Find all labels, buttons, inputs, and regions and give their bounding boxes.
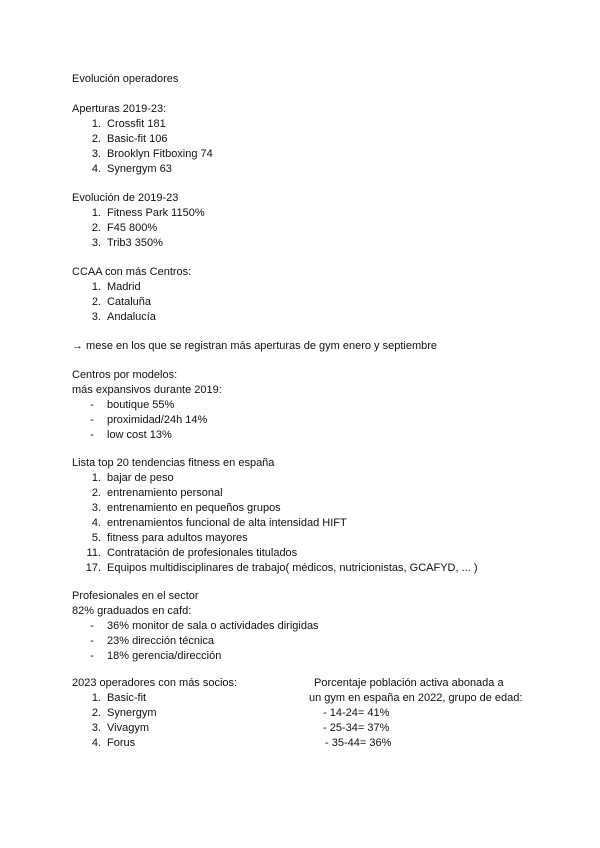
profesionales-heading: Profesionales en el sector [72,590,199,602]
list-item: - 14-24= 41% [323,707,390,719]
list-item: 1. Basic-fit [91,692,147,704]
list-item: - boutique 55% [90,399,175,411]
evolucion-heading: Evolución de 2019-23 [72,192,179,204]
list-item: - 18% gerencia/dirección [90,650,222,662]
list-item: 3. Andalucía [91,311,156,323]
list-item: - 23% dirección técnica [90,635,215,647]
ccaa-heading: CCAA con más Centros: [72,266,192,278]
list-item: 4. Forus [91,737,136,749]
poblacion-heading-1: Porcentaje población activa abonada a [314,677,504,689]
list-item: 2. Cataluña [91,296,152,308]
modelos-subheading: más expansivos durante 2019: [72,384,222,396]
list-item: 3. entrenamiento en pequeños grupos [91,502,281,514]
list-item: 1. Crossfit 181 [91,118,166,130]
aperturas-heading: Aperturas 2019-23: [72,103,167,115]
list-item: 4. Synergym 63 [91,163,172,175]
list-item: - 25-34= 37% [323,722,390,734]
operadores-heading: 2023 operadores con más socios: [72,677,238,689]
list-item: - low cost 13% [90,429,172,441]
list-item: 2. entrenamiento personal [91,487,223,499]
list-item: - 35-44= 36% [325,737,392,749]
list-item: 2. Synergym [91,707,157,719]
list-item: 1. Madrid [91,281,141,293]
list-item: 4. entrenamientos funcional de alta intensidad HIFT [91,517,347,529]
list-item: 5. fitness para adultos mayores [91,532,248,544]
list-item: 11. Contratación de profesionales titulados [86,547,298,559]
list-item: 2. Basic-fit 106 [91,133,168,145]
poblacion-heading-2: un gym en españa en 2022, grupo de edad: [309,692,523,704]
list-item: - proximidad/24h 14% [90,414,208,426]
list-item: 3. Vivagym [91,722,149,734]
list-item: 3. Trib3 350% [91,237,163,249]
list-item: - 36% monitor de sala o actividades dirigidas [90,620,319,632]
profesionales-subheading: 82% graduados en cafd: [72,605,192,617]
mese-note: → mese en los que se registran más aperturas de gym enero y septiembre [72,340,438,352]
list-item: 3. Brooklyn Fitboxing 74 [91,148,213,160]
list-item: 1. bajar de peso [91,472,174,484]
list-item: 1. Fitness Park 1150% [91,207,205,219]
list-item: 2. F45 800% [91,222,158,234]
tendencias-heading: Lista top 20 tendencias fitness en españa [72,457,275,469]
page-title: Evolución operadores [72,73,179,85]
modelos-heading: Centros por modelos: [72,369,178,381]
list-item: 17. Equipos multidisciplinares de trabajo( médicos, nutricionistas, GCAFYD, ... ) [85,562,478,574]
